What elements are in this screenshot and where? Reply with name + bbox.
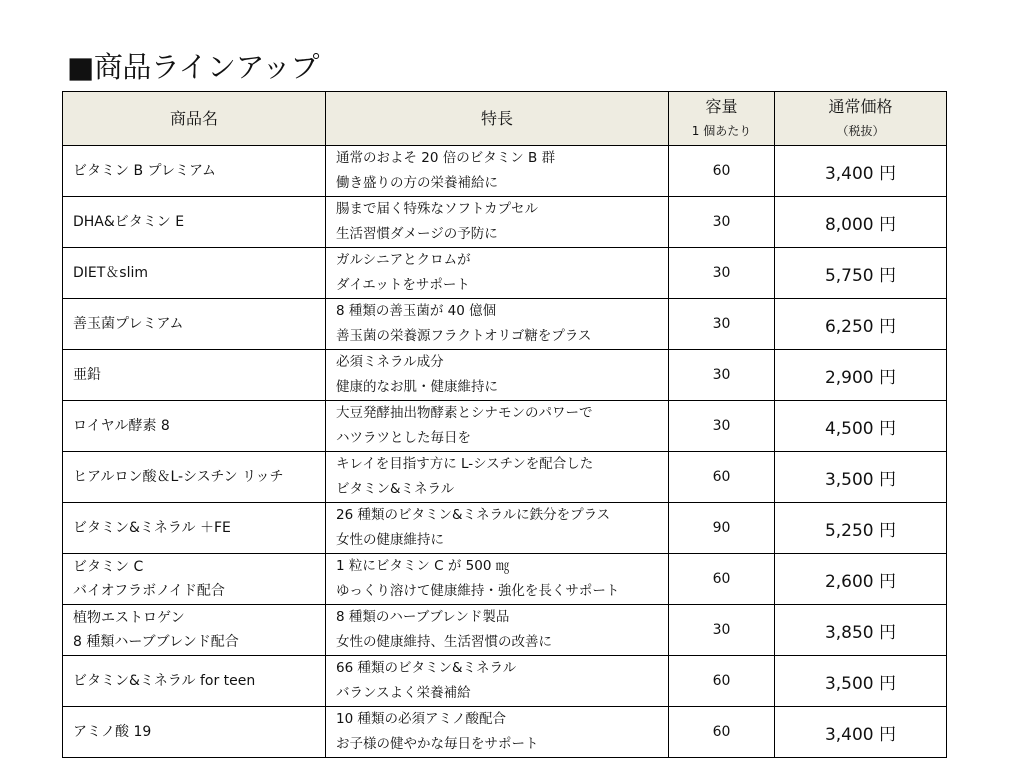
table-row: [63, 605, 947, 656]
feature-cell: 8 種類の善玉菌が 40 億個 善玉菌の栄養源フラクトオリゴ糖をプラス: [326, 299, 669, 350]
capacity-cell: 30: [669, 350, 775, 401]
header-product-name: 商品名: [63, 92, 326, 146]
price-cell: 3,500 円: [775, 656, 947, 707]
price-cell: 3,500 円: [775, 452, 947, 503]
product-name-cell: アミノ酸 19: [63, 707, 326, 758]
feature-cell: 1 粒にビタミン C が 500 ㎎ ゆっくり溶けて健康維持・強化を長くサポート: [326, 554, 669, 605]
product-name-cell: 善玉菌プレミアム: [63, 299, 326, 350]
product-name-cell: ロイヤル酵素 8: [63, 401, 326, 452]
product-name-cell: DIET＆slim: [63, 248, 326, 299]
price-cell: 2,900 円: [775, 350, 947, 401]
table-row: [63, 656, 947, 707]
feature-cell: キレイを目指す方に L-シスチンを配合した ビタミン&ミネラル: [326, 452, 669, 503]
product-name-cell: 植物エストロゲン 8 種類ハーブブレンド配合: [63, 605, 326, 656]
product-name-cell: ヒアルロン酸＆L-シスチン リッチ: [63, 452, 326, 503]
price-cell: 3,400 円: [775, 707, 947, 758]
capacity-cell: 30: [669, 299, 775, 350]
capacity-cell: 30: [669, 197, 775, 248]
product-name-cell: ビタミン&ミネラル for teen: [63, 656, 326, 707]
feature-cell: 大豆発酵抽出物酵素とシナモンのパワーで ハツラツとした毎日を: [326, 401, 669, 452]
table-row: [63, 248, 947, 299]
feature-cell: ガルシニアとクロムが ダイエットをサポート: [326, 248, 669, 299]
price-cell: 5,750 円: [775, 248, 947, 299]
capacity-cell: 60: [669, 146, 775, 197]
table-row: [63, 299, 947, 350]
capacity-cell: 30: [669, 605, 775, 656]
capacity-cell: 60: [669, 656, 775, 707]
page-title: ■商品ラインアップ: [67, 50, 320, 84]
price-cell: 4,500 円: [775, 401, 947, 452]
price-cell: 5,250 円: [775, 503, 947, 554]
table-row: [63, 350, 947, 401]
header-capacity: 容量 1 個あたり: [669, 92, 775, 146]
table-row: [63, 707, 947, 758]
table-row: [63, 452, 947, 503]
capacity-cell: 30: [669, 401, 775, 452]
table-row: [63, 554, 947, 605]
capacity-cell: 90: [669, 503, 775, 554]
product-lineup-table: [62, 91, 947, 758]
price-cell: 3,400 円: [775, 146, 947, 197]
table-row: [63, 401, 947, 452]
product-name-cell: ビタミン&ミネラル ＋FE: [63, 503, 326, 554]
capacity-cell: 60: [669, 707, 775, 758]
table-header-row: [63, 92, 947, 146]
feature-cell: 10 種類の必須アミノ酸配合 お子様の健やかな毎日をサポート: [326, 707, 669, 758]
product-name-cell: 亜鉛: [63, 350, 326, 401]
product-name-cell: ビタミン C バイオフラボノイド配合: [63, 554, 326, 605]
feature-cell: 腸まで届く特殊なソフトカプセル 生活習慣ダメージの予防に: [326, 197, 669, 248]
capacity-cell: 60: [669, 554, 775, 605]
capacity-cell: 60: [669, 452, 775, 503]
feature-cell: 8 種類のハーブブレンド製品 女性の健康維持、生活習慣の改善に: [326, 605, 669, 656]
product-name-cell: DHA&ビタミン E: [63, 197, 326, 248]
feature-cell: 26 種類のビタミン&ミネラルに鉄分をプラス 女性の健康維持に: [326, 503, 669, 554]
capacity-cell: 30: [669, 248, 775, 299]
price-cell: 2,600 円: [775, 554, 947, 605]
price-cell: 8,000 円: [775, 197, 947, 248]
feature-cell: 必須ミネラル成分 健康的なお肌・健康維持に: [326, 350, 669, 401]
price-cell: 3,850 円: [775, 605, 947, 656]
header-price: 通常価格 （税抜）: [775, 92, 947, 146]
table-row: [63, 146, 947, 197]
feature-cell: 通常のおよそ 20 倍のビタミン B 群 働き盛りの方の栄養補給に: [326, 146, 669, 197]
header-feature: 特長: [326, 92, 669, 146]
price-cell: 6,250 円: [775, 299, 947, 350]
feature-cell: 66 種類のビタミン&ミネラル バランスよく栄養補給: [326, 656, 669, 707]
table-row: [63, 197, 947, 248]
table-row: [63, 503, 947, 554]
product-name-cell: ビタミン B プレミアム: [63, 146, 326, 197]
